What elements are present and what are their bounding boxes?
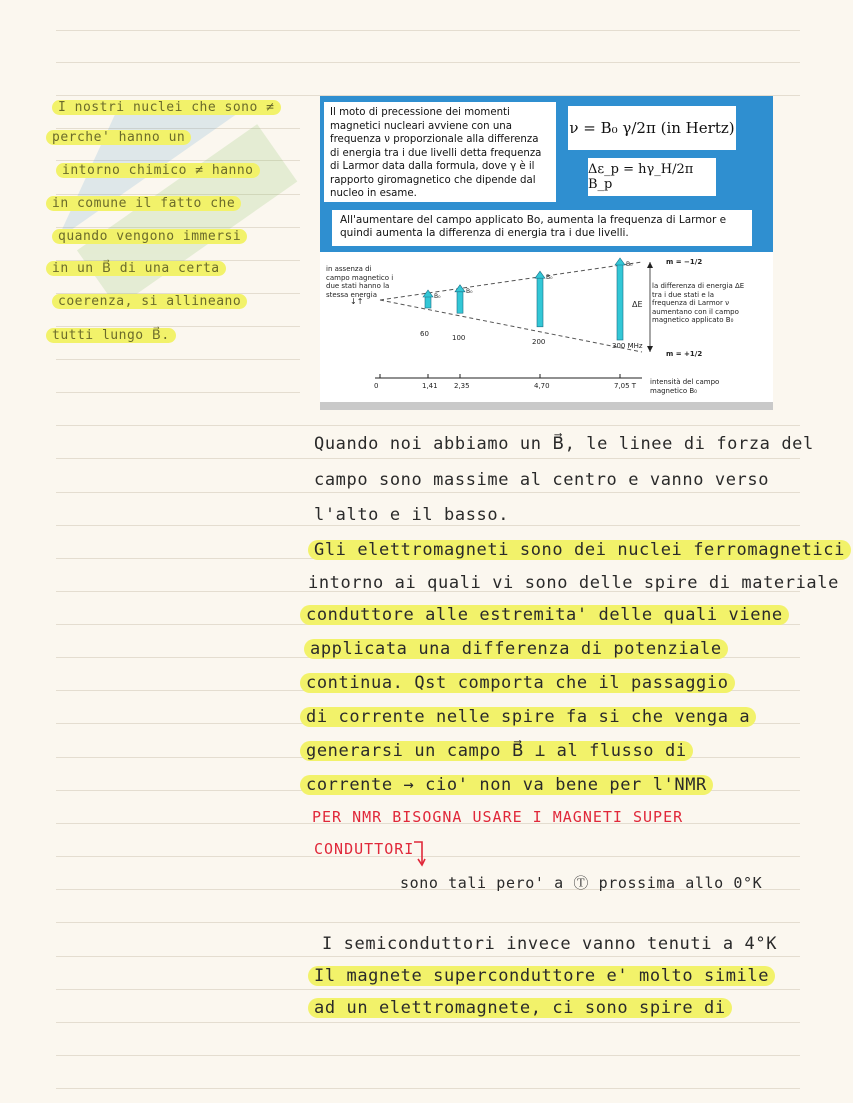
left-note-line: quando vengono immersi (52, 229, 247, 244)
rule-line (56, 1055, 800, 1056)
rule-line (56, 194, 300, 195)
field-axis-label: intensità del campo magnetico B₀ (650, 378, 720, 395)
figure-intro-text: Il moto di precessione dei momenti magnetici nucleari avviene con una frequenza ν proporzionale alla differenza di energia tra i due livelli detta frequenza di Larmor data dalla formula, dove γ è il rapporto giromagnetico che dipende dal nucleo in esame. (324, 102, 556, 202)
energy-arrow-bar (425, 296, 431, 308)
rule-line (56, 425, 800, 426)
rule-line (56, 525, 800, 526)
left-note-line: I nostri nuclei che sono ≠ (52, 100, 281, 115)
rule-line (56, 856, 800, 857)
left-note-line: in un B⃗ di una certa (46, 261, 226, 276)
red-note-line: PER NMR BISOGNA USARE I MAGNETI SUPER (312, 808, 684, 826)
note-line: conduttore alle estremita' delle quali viene (300, 605, 789, 625)
note-line: Quando noi abbiamo un B⃗, le linee di forza del (314, 434, 814, 454)
frequency-label: 300 MHz (612, 342, 643, 350)
arrow-down-icon (412, 840, 426, 868)
note-line: Il magnete superconduttore e' molto simile (308, 966, 775, 986)
rule-line (56, 922, 800, 923)
upper-energy-line (380, 262, 642, 300)
rule-line (56, 30, 800, 31)
note-line: sono tali pero' a Ⓣ prossima allo 0°K (400, 874, 763, 892)
lower-energy-line (380, 300, 642, 352)
note-line: ad un elettromagnete, ci sono spire di (308, 998, 732, 1018)
delta-e-arrow-down (647, 346, 653, 352)
bo-label: B₀ (626, 261, 633, 268)
rule-line (56, 492, 800, 493)
field-tick-label: 0 (374, 382, 379, 390)
left-note-line: in comune il fatto che (46, 196, 241, 211)
rule-line (56, 989, 800, 990)
left-note-line: perche' hanno un (46, 130, 191, 145)
frequency-label: 200 (532, 338, 546, 346)
frequency-label: 60 (420, 330, 429, 338)
rule-line (56, 326, 300, 327)
energy-arrow-bar (457, 291, 463, 313)
energy-arrow-bar (537, 277, 543, 327)
red-note-line: CONDUTTORI (314, 840, 415, 858)
larmor-figure (320, 96, 773, 410)
note-line: corrente → cio' non va bene per l'NMR (300, 775, 713, 795)
note-line: generarsi un campo B⃗ ⊥ al flusso di (300, 741, 693, 761)
note-line: Gli elettromagneti sono dei nuclei ferromagnetici (308, 540, 851, 560)
frequency-label: 100 (452, 334, 466, 342)
note-line: applicata una differenza di potenziale (304, 639, 728, 659)
no-field-label: in assenza di campo magnetico i due stati hanno la stessa energia (326, 265, 394, 299)
energy-arrow-bar (617, 264, 623, 340)
rule-line (56, 1088, 800, 1089)
field-tick-label: 7,05 T (614, 382, 637, 390)
note-line: l'alto e il basso. (314, 505, 510, 525)
figure-header-panel (320, 96, 773, 204)
note-line: continua. Qst comporta che il passaggio (300, 673, 735, 693)
figure-bottom-border (320, 402, 773, 410)
note-line: intorno ai quali vi sono delle spire di materiale (308, 573, 839, 593)
rule-line (56, 359, 300, 360)
energy-arrow-head (615, 258, 625, 265)
rule-line (56, 956, 800, 957)
bo-label: B₀ (434, 293, 441, 300)
energy-formula: Δε_p = hγ_H/2π B_p (588, 158, 716, 196)
field-tick-label: 4,70 (534, 382, 550, 390)
delta-e-label: ΔE (632, 300, 643, 309)
left-note-line: intorno chimico ≠ hanno (56, 163, 260, 178)
note-line: campo sono massime al centro e vanno verso (314, 470, 770, 490)
rule-line (56, 62, 800, 63)
bo-label: B₀ (466, 287, 473, 295)
rule-line (56, 392, 300, 393)
delta-e-description: la differenza di energia ΔE tra i due stati e la frequenza di Larmor ν aumentano con il campo magnetico applicato B₀ (652, 282, 745, 324)
level-bottom-label: m = +1/2 (666, 350, 703, 358)
watermark-logo (40, 70, 340, 370)
left-note-line: coerenza, si allineano (52, 294, 247, 309)
field-tick-label: 1,41 (422, 382, 438, 390)
figure-band-text: All'aumentare del campo applicato Bo, aumenta la frequenza di Larmor e quindi aumenta la differenza di energia tra i due livelli. (332, 210, 752, 246)
delta-e-arrow-up (647, 262, 653, 268)
rule-line (56, 1022, 800, 1023)
rule-line (56, 458, 800, 459)
rule-line (56, 227, 300, 228)
rule-line (56, 160, 300, 161)
field-tick-label: 2,35 (454, 382, 470, 390)
level-top-label: m = −1/2 (666, 258, 703, 266)
note-line: di corrente nelle spire fa si che venga a (300, 707, 756, 727)
energy-arrow-head (535, 271, 545, 278)
bo-label: B₀ (546, 274, 553, 282)
left-note-line: tutti lungo B⃗. (46, 328, 176, 343)
figure-band (320, 204, 773, 252)
note-line: I semiconduttori invece vanno tenuti a 4°K (322, 934, 778, 954)
larmor-formula: ν = B₀ γ/2π (in Hertz) (568, 106, 736, 150)
rule-line (56, 128, 300, 129)
spin-symbol: ↓↑ (350, 297, 364, 306)
